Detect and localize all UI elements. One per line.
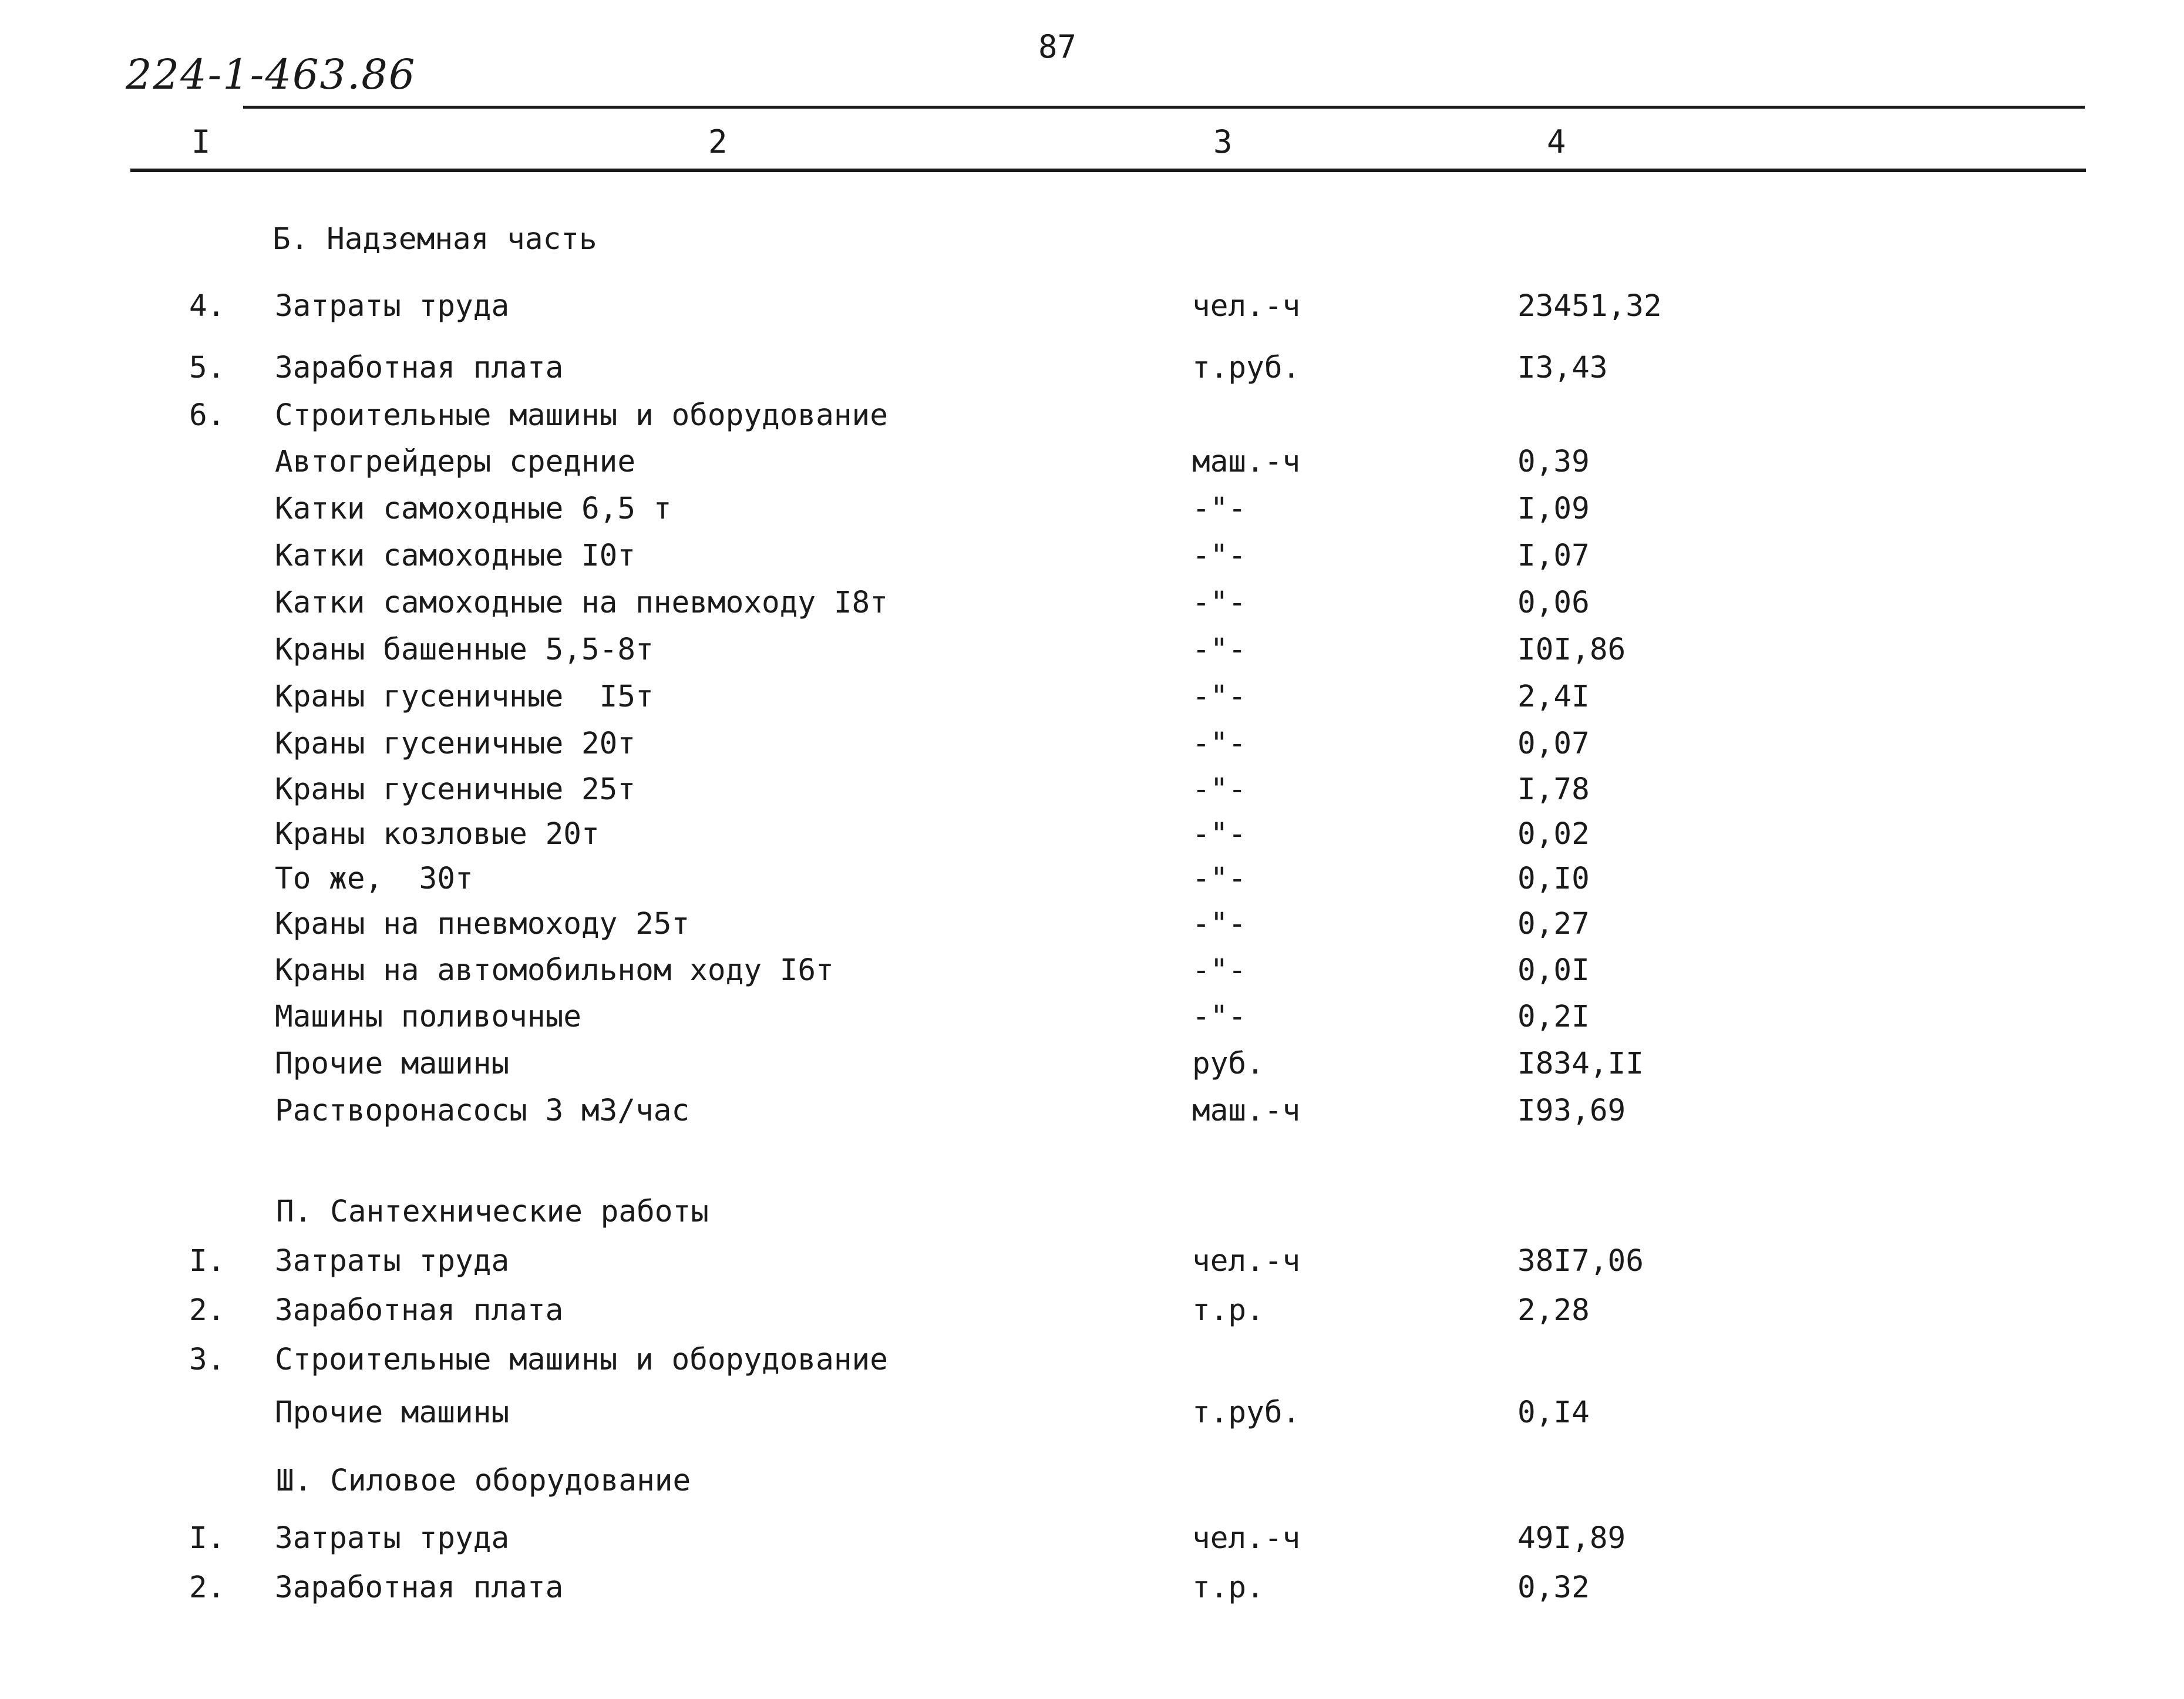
- table-row: [0, 816, 2184, 853]
- row-unit: -"-: [1192, 862, 1247, 896]
- table-row: [0, 725, 2184, 763]
- row-unit: -"-: [1192, 492, 1247, 526]
- row-name: Строительные машины и оборудование: [275, 398, 888, 433]
- row-name: Прочие машины: [275, 1395, 510, 1430]
- row-value: 0,27: [1517, 907, 1590, 941]
- row-unit: т.руб.: [1192, 1395, 1301, 1430]
- row-unit: маш.-ч: [1192, 445, 1301, 479]
- table-row: [0, 906, 2184, 943]
- row-name: Заработная плата: [275, 351, 564, 385]
- row-number: I.: [189, 1521, 226, 1556]
- row-unit: -"-: [1192, 1000, 1247, 1034]
- row-name: Затраты труда: [275, 289, 510, 324]
- row-value: 0,07: [1517, 726, 1590, 761]
- row-value: I3,43: [1517, 351, 1608, 385]
- row-unit: -"-: [1192, 772, 1247, 807]
- table-row: [0, 1243, 2184, 1280]
- row-value: I834,II: [1517, 1047, 1644, 1081]
- table-header-top-rule: [243, 106, 2085, 109]
- table-row: [0, 678, 2184, 716]
- column-header-4: 4: [1547, 123, 1566, 160]
- row-unit: -"-: [1192, 817, 1247, 852]
- row-value: 0,32: [1517, 1570, 1590, 1605]
- row-value: I93,69: [1517, 1094, 1626, 1128]
- table-row: [0, 1045, 2184, 1083]
- row-number: 5.: [189, 351, 226, 385]
- row-name: Машины поливочные: [275, 1000, 581, 1034]
- row-value: 38I7,06: [1517, 1244, 1644, 1279]
- row-unit: т.руб.: [1192, 351, 1301, 385]
- section-title-ii: П. Сантехнические работы: [276, 1195, 709, 1229]
- row-value: 0,I0: [1517, 862, 1590, 896]
- row-name: Краны гусеничные 25т: [275, 772, 636, 807]
- row-unit: -"-: [1192, 539, 1247, 573]
- row-name: Автогрейдеры средние: [275, 445, 636, 479]
- row-name: Краны на пневмоходу 25т: [275, 907, 690, 941]
- row-name: Заработная плата: [275, 1570, 564, 1605]
- table-row: [0, 1292, 2184, 1330]
- row-number: 2.: [189, 1570, 226, 1605]
- row-name: Строительные машины и оборудование: [275, 1343, 888, 1377]
- row-value: 2,4I: [1517, 679, 1590, 714]
- row-unit: маш.-ч: [1192, 1094, 1301, 1128]
- row-value: 0,I4: [1517, 1395, 1590, 1430]
- row-value: 2,28: [1517, 1293, 1590, 1328]
- document-code: 224-1-463.86: [126, 51, 416, 99]
- table-row: [0, 998, 2184, 1036]
- row-unit: т.р.: [1192, 1570, 1264, 1605]
- table-row: [0, 537, 2184, 575]
- row-value: I,07: [1517, 539, 1590, 573]
- row-value: 0,2I: [1517, 1000, 1590, 1034]
- table-row: [0, 1394, 2184, 1432]
- row-value: 0,0I: [1517, 953, 1590, 988]
- row-unit: руб.: [1192, 1047, 1264, 1081]
- table-row: [0, 349, 2184, 387]
- row-value: 0,06: [1517, 586, 1590, 620]
- table-row: [0, 771, 2184, 809]
- row-unit: т.р.: [1192, 1293, 1264, 1328]
- row-unit: -"-: [1192, 633, 1247, 667]
- table-row: [0, 443, 2184, 481]
- row-value: 0,39: [1517, 445, 1590, 479]
- row-name: То же, 30т: [275, 862, 473, 896]
- row-value: 49I,89: [1517, 1521, 1626, 1556]
- row-value: 0,02: [1517, 817, 1590, 852]
- table-row: [0, 1520, 2184, 1557]
- row-name: Краны гусеничные 20т: [275, 726, 636, 761]
- row-name: Затраты труда: [275, 1244, 510, 1279]
- row-value: I0I,86: [1517, 633, 1626, 667]
- row-unit: -"-: [1192, 679, 1247, 714]
- row-number: 6.: [189, 398, 226, 433]
- row-value: I,78: [1517, 772, 1590, 807]
- table-row: [0, 1092, 2184, 1130]
- table-row: [0, 1341, 2184, 1379]
- row-name: Краны козловые 20т: [275, 817, 600, 852]
- row-name: Катки самоходные на пневмоходу I8т: [275, 586, 888, 620]
- table-header-bottom-rule: [130, 169, 2086, 172]
- row-value: 23451,32: [1517, 289, 1662, 324]
- table-row: [0, 631, 2184, 669]
- row-name: Катки самоходные I0т: [275, 539, 636, 573]
- row-name: Заработная плата: [275, 1293, 564, 1328]
- table-row: [0, 584, 2184, 622]
- row-name: Краны гусеничные I5т: [275, 679, 654, 714]
- section-title-iii: Ш. Силовое оборудование: [276, 1464, 691, 1498]
- row-unit: -"-: [1192, 586, 1247, 620]
- row-name: Затраты труда: [275, 1521, 510, 1556]
- table-row: [0, 288, 2184, 325]
- table-row: [0, 952, 2184, 990]
- column-header-2: 2: [708, 123, 728, 160]
- row-unit: -"-: [1192, 726, 1247, 761]
- table-row: [0, 860, 2184, 898]
- row-name: Растворонасосы 3 м3/час: [275, 1094, 690, 1128]
- row-name: Катки самоходные 6,5 т: [275, 492, 672, 526]
- row-number: I.: [189, 1244, 226, 1279]
- column-header-1: I: [191, 123, 211, 160]
- row-unit: -"-: [1192, 953, 1247, 988]
- column-header-3: 3: [1213, 123, 1233, 160]
- section-title-b: Б. Надземная часть: [272, 222, 597, 257]
- row-value: I,09: [1517, 492, 1590, 526]
- row-name: Прочие машины: [275, 1047, 510, 1081]
- row-name: Краны башенные 5,5-8т: [275, 633, 654, 667]
- row-number: 3.: [189, 1343, 226, 1377]
- row-unit: чел.-ч: [1192, 289, 1301, 324]
- row-unit: чел.-ч: [1192, 1244, 1301, 1279]
- page-number: 87: [1038, 28, 1077, 65]
- row-unit: -"-: [1192, 907, 1247, 941]
- table-row: [0, 1569, 2184, 1607]
- row-number: 4.: [189, 289, 226, 324]
- row-unit: чел.-ч: [1192, 1521, 1301, 1556]
- row-number: 2.: [189, 1293, 226, 1328]
- row-name: Краны на автомобильном ходу I6т: [275, 953, 834, 988]
- table-row: [0, 397, 2184, 435]
- table-row: [0, 490, 2184, 528]
